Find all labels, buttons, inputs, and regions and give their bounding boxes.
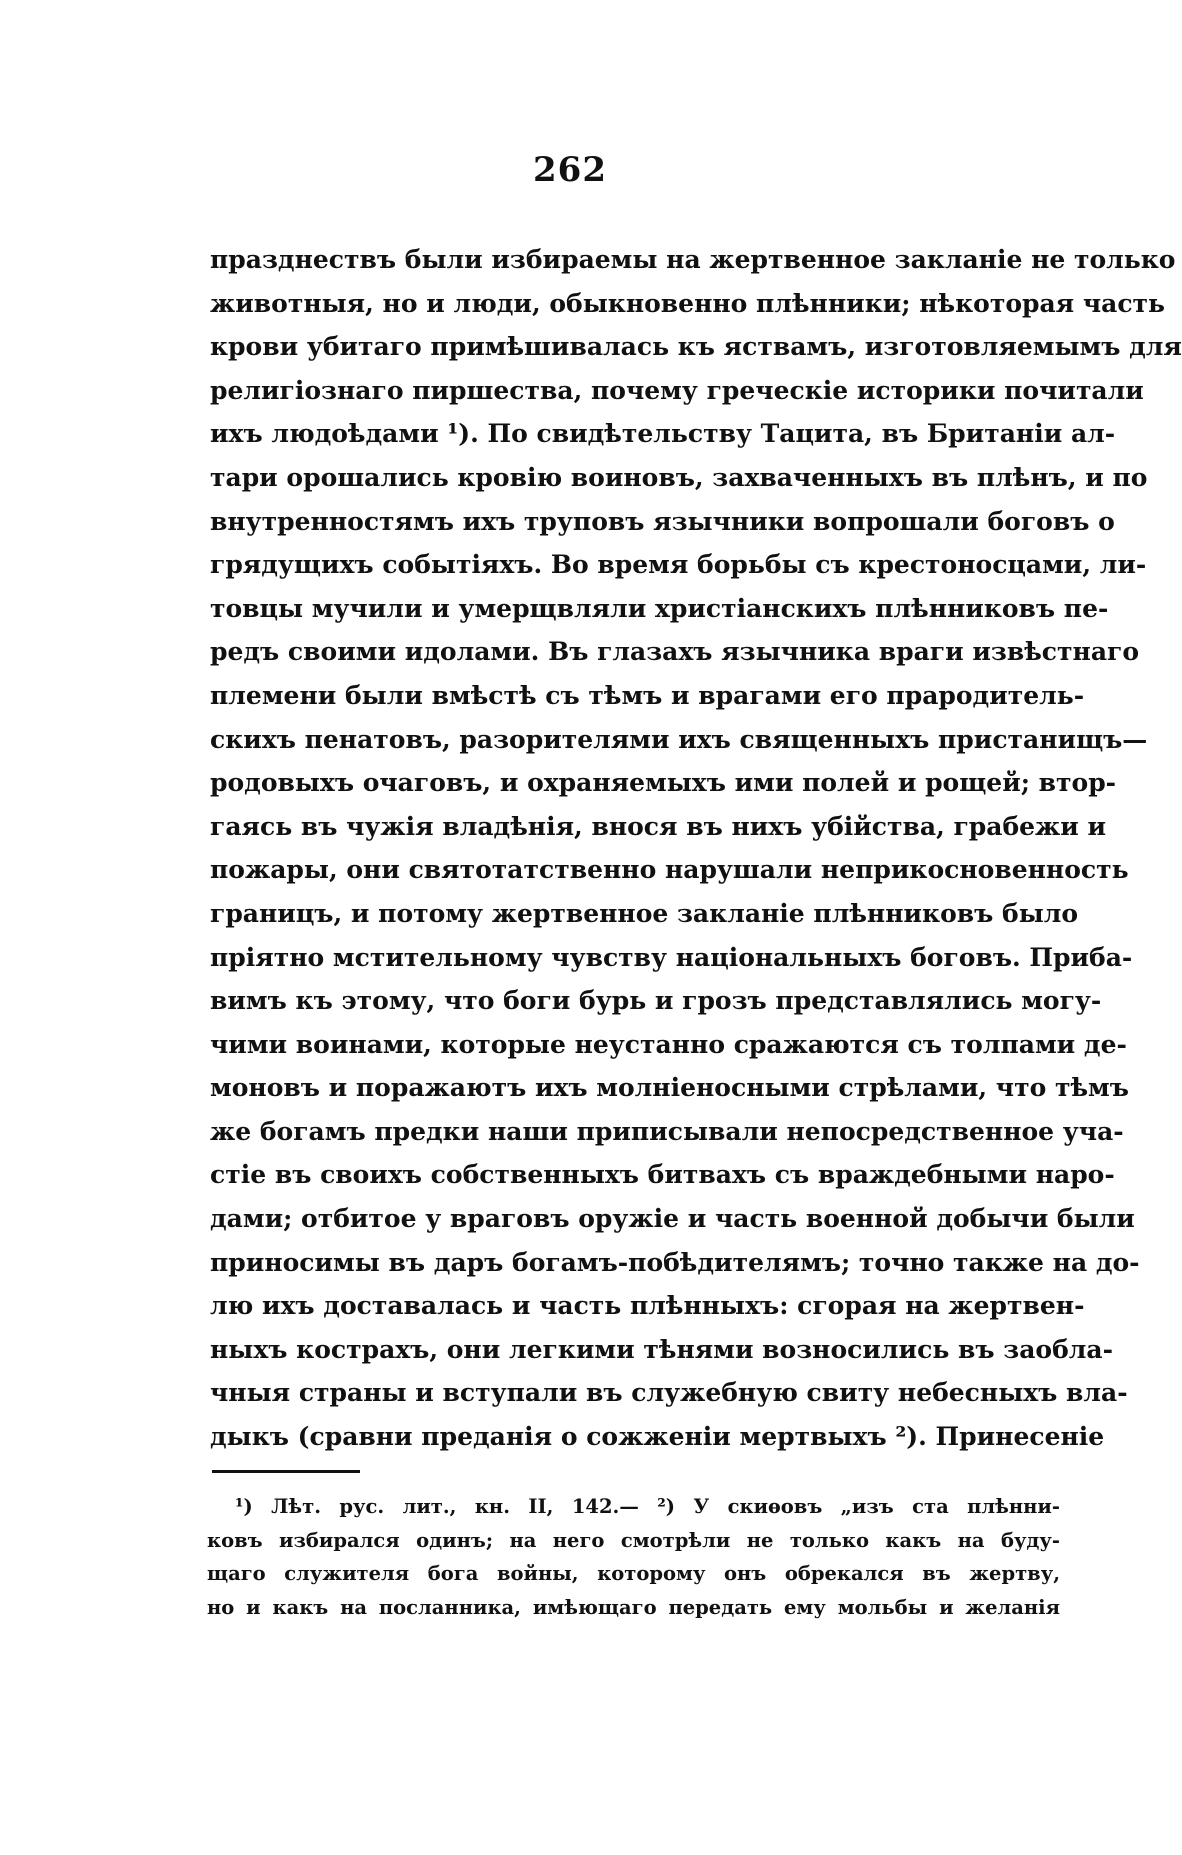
text-line: лю ихъ доставалась и часть плѣнныхъ: сгорая на жертвен- [210, 1291, 1085, 1321]
page-number: 262 [533, 150, 607, 190]
body-text [210, 238, 1182, 1459]
footnotes [207, 1490, 1060, 1624]
text-line: дами; отбитое у враговъ оружіе и часть военной добычи были [210, 1204, 1135, 1234]
text-line: стіе въ своихъ собственныхъ битвахъ съ враждебными наро- [210, 1160, 1115, 1190]
text-line: дыкъ (сравни преданія о сожженіи мертвыхъ ²). Принесеніе [210, 1422, 1105, 1452]
text-line: скихъ пенатовъ, разорителями ихъ священныхъ пристанищъ— [210, 724, 1148, 754]
text-line: ихъ людоѣдами ¹). По свидѣтельству Тацита, въ Британіи ал- [210, 419, 1116, 449]
footnote-line: но и какъ на посланника, имѣющаго передать ему мольбы и желанія [207, 1595, 1060, 1619]
text-line: животныя, но и люди, обыкновенно плѣнники; нѣкоторая часть [210, 288, 1166, 318]
text-line: же богамъ предки наши приписывали непосредственное уча- [210, 1116, 1124, 1146]
text-line: племени были вмѣстѣ съ тѣмъ и врагами его прародитель- [210, 680, 1085, 710]
text-line: тари орошались кровію воиновъ, захваченныхъ въ плѣнъ, и по [210, 462, 1148, 492]
footnote-line: ковъ избирался одинъ; на него смотрѣли не только какъ на буду- [207, 1528, 1060, 1552]
text-line: товцы мучили и умерщвляли христіанскихъ плѣнниковъ пе- [210, 593, 1109, 623]
text-line: ныхъ кострахъ, они легкими тѣнями возносились въ заобла- [210, 1334, 1113, 1364]
footnote-divider [212, 1470, 360, 1473]
footnote-line: щаго служителя бога войны, которому онъ обрекался въ жертву, [207, 1562, 1060, 1585]
text-line: чими воинами, которые неустанно сражаются съ толпами де- [210, 1029, 1127, 1059]
text-line: границъ, и потому жертвенное закланіе плѣнниковъ было [210, 898, 1079, 928]
text-line: грядущихъ событіяхъ. Во время борьбы съ крестоносцами, ли- [210, 550, 1147, 580]
footnote-line: ¹) Лѣт. рус. лит., кн. II, 142.— ²) У скиѳовъ „изъ ста плѣнни- [235, 1495, 1060, 1518]
text-line: редъ своими идолами. Въ глазахъ язычника враги извѣстнаго [210, 637, 1140, 667]
text-line: моновъ и поражаютъ ихъ молніеносными стрѣлами, что тѣмъ [210, 1073, 1129, 1103]
text-line: пожары, они святотатственно нарушали неприкосновенность [210, 855, 1129, 885]
text-line: приносимы въ даръ богамъ-побѣдителямъ; точно также на до- [210, 1247, 1140, 1277]
text-line: родовыхъ очаговъ, и охраняемыхъ ими полей и рощей; втор- [210, 768, 1117, 798]
text-line: празднествъ были избираемы на жертвенное закланіе не только [210, 245, 1176, 274]
text-line: религіознаго пиршества, почему греческіе историки почитали [210, 375, 1144, 405]
text-line: пріятно мстительному чувству національныхъ боговъ. Приба- [210, 942, 1133, 972]
text-line: крови убитаго примѣшивалась къ яствамъ, изготовляемымъ для [210, 332, 1182, 362]
text-line: гаясь въ чужія владѣнія, внося въ нихъ убійства, грабежи и [210, 811, 1107, 841]
text-line: вимъ къ этому, что боги бурь и грозъ представлялись могу- [210, 986, 1102, 1016]
text-line: внутренностямъ ихъ труповъ язычники вопрошали боговъ о [210, 506, 1115, 536]
text-line: чныя страны и вступали въ служебную свиту небесныхъ вла- [210, 1378, 1128, 1408]
